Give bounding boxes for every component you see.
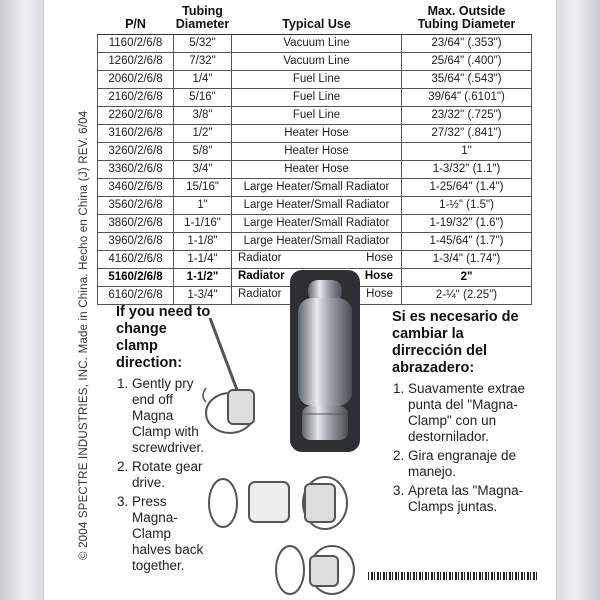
cell-max-outside-diameter: 35/64" (.543") [402, 70, 532, 88]
table-row [98, 232, 532, 250]
cell-max-outside-diameter: 1" [402, 142, 532, 160]
cell-part-number: 3560/2/6/8 [98, 196, 174, 214]
cell-typical-use: Fuel Line [232, 88, 402, 106]
cell-typical-use: Heater Hose [232, 142, 402, 160]
cell-typical-use: Fuel Line [232, 106, 402, 124]
instruction-step: 1. Gently pry end off Magna Clamp with screwdriver. [132, 376, 212, 456]
gear-rotate-illustration [205, 470, 355, 536]
use-left-text: Radiator [238, 251, 282, 264]
cell-part-number: 1260/2/6/8 [98, 52, 174, 70]
cell-typical-use: Heater Hose [232, 160, 402, 178]
cell-part-number: 3960/2/6/8 [98, 232, 174, 250]
cell-tubing-diameter: 7/32" [174, 52, 232, 70]
use-left-text: Radiator [238, 269, 285, 282]
cell-max-outside-diameter: 2-¼" (2.25") [402, 286, 532, 304]
table-row [98, 88, 532, 106]
cell-tubing-diameter: 1-1/2" [174, 268, 232, 286]
cell-max-outside-diameter: 1-3/32" (1.1") [402, 160, 532, 178]
blister-edge-left [0, 0, 44, 600]
cell-part-number: 1160/2/6/8 [98, 34, 174, 52]
cell-part-number: 4160/2/6/8 [98, 250, 174, 268]
cell-max-outside-diameter: 27/32" (.841") [402, 124, 532, 142]
instructions-spanish-heading: Si es necesario de cambiar la dirrección del abrazadero: [392, 309, 519, 376]
cell-part-number: 3160/2/6/8 [98, 124, 174, 142]
table-row [98, 124, 532, 142]
cell-part-number: 2160/2/6/8 [98, 88, 174, 106]
cell-tubing-diameter: 1-1/16" [174, 214, 232, 232]
instructions-english-heading: If you need to change clamp direction: [116, 304, 211, 371]
cell-typical-use: Large Heater/Small Radiator [232, 214, 402, 232]
cell-part-number: 3360/2/6/8 [98, 160, 174, 178]
table-row [98, 106, 532, 124]
cell-max-outside-diameter: 1-45/64" (1.7") [402, 232, 532, 250]
use-right-text: Hose [364, 269, 393, 282]
cell-part-number: 3860/2/6/8 [98, 214, 174, 232]
table-row [98, 34, 532, 52]
cell-typical-use: Large Heater/Small Radiator [232, 232, 402, 250]
cell-tubing-diameter: 1/2" [174, 124, 232, 142]
cell-part-number: 2060/2/6/8 [98, 70, 174, 88]
table-row [98, 52, 532, 70]
cell-tubing-diameter: 1-1/8" [174, 232, 232, 250]
cell-tubing-diameter: 5/8" [174, 142, 232, 160]
press-together-illustration [270, 538, 360, 598]
cell-typical-use: Heater Hose [232, 124, 402, 142]
cell-max-outside-diameter: 1-½" (1.5") [402, 196, 532, 214]
table-row [98, 214, 532, 232]
use-right-text: Hose [366, 287, 393, 300]
cell-tubing-diameter: 1/4" [174, 70, 232, 88]
table-row [98, 160, 532, 178]
cell-max-outside-diameter: 25/64" (.400") [402, 52, 532, 70]
cell-max-outside-diameter: 23/32" (.725") [402, 106, 532, 124]
cell-max-outside-diameter: 1-19/32" (1.6") [402, 214, 532, 232]
cell-part-number: 3260/2/6/8 [98, 142, 174, 160]
header-tubing-diameter: Tubing Diameter [174, 0, 232, 34]
cell-tubing-diameter: 1-1/4" [174, 250, 232, 268]
cell-tubing-diameter: 1-3/4" [174, 286, 232, 304]
magna-clamp-product [288, 266, 362, 456]
blister-edge-right [556, 0, 600, 600]
cell-part-number: 6160/2/6/8 [98, 286, 174, 304]
cell-tubing-diameter: 15/16" [174, 178, 232, 196]
cell-max-outside-diameter: 39/64" (.6101") [402, 88, 532, 106]
cell-tubing-diameter: 5/32" [174, 34, 232, 52]
header-pn: P/N [98, 0, 174, 34]
cell-typical-use: Fuel Line [232, 70, 402, 88]
cell-part-number: 5160/2/6/8 [98, 268, 174, 286]
header-max-outside: Max. Outside Tubing Diameter [402, 0, 532, 34]
instruction-step: 3. Press Magna-Clamp halves back together. [132, 494, 212, 574]
spec-table [97, 0, 532, 305]
cell-max-outside-diameter: 2" [402, 268, 532, 286]
use-right-text: Hose [366, 251, 393, 264]
instruction-step: 1. Suavamente extrae punta del "Magna-Clamp" con un destornilador. [408, 381, 532, 445]
cell-typical-use: Vacuum Line [232, 52, 402, 70]
copyright-text: © 2004 SPECTRE INDUSTRIES, INC. Made in China. Hecho en China (J) REV. 6/04 [78, 110, 90, 560]
cell-part-number: 2260/2/6/8 [98, 106, 174, 124]
cell-max-outside-diameter: 23/64" (.353") [402, 34, 532, 52]
table-row [98, 178, 532, 196]
instructions-english [116, 304, 212, 577]
clamp-pry-illustration [200, 318, 280, 438]
instruction-step: 2. Rotate gear drive. [132, 459, 212, 491]
instruction-step: 2. Gira engranaje de manejo. [408, 448, 532, 480]
cell-max-outside-diameter: 1-3/4" (1.74") [402, 250, 532, 268]
cell-tubing-diameter: 3/8" [174, 106, 232, 124]
instruction-step: 3. Apreta las "Magna-Clamps juntas. [408, 483, 532, 515]
table-row [98, 70, 532, 88]
cell-tubing-diameter: 3/4" [174, 160, 232, 178]
header-typical-use: Typical Use [232, 0, 402, 34]
table-row [98, 142, 532, 160]
instructions-spanish [392, 309, 532, 518]
cell-max-outside-diameter: 1-25/64" (1.4") [402, 178, 532, 196]
cell-typical-use: Large Heater/Small Radiator [232, 178, 402, 196]
barcode [368, 572, 538, 580]
use-left-text: Radiator [238, 287, 282, 300]
cell-tubing-diameter: 1" [174, 196, 232, 214]
cell-part-number: 3460/2/6/8 [98, 178, 174, 196]
table-row [98, 196, 532, 214]
cell-typical-use: Large Heater/Small Radiator [232, 196, 402, 214]
cell-typical-use: Vacuum Line [232, 34, 402, 52]
cell-tubing-diameter: 5/16" [174, 88, 232, 106]
